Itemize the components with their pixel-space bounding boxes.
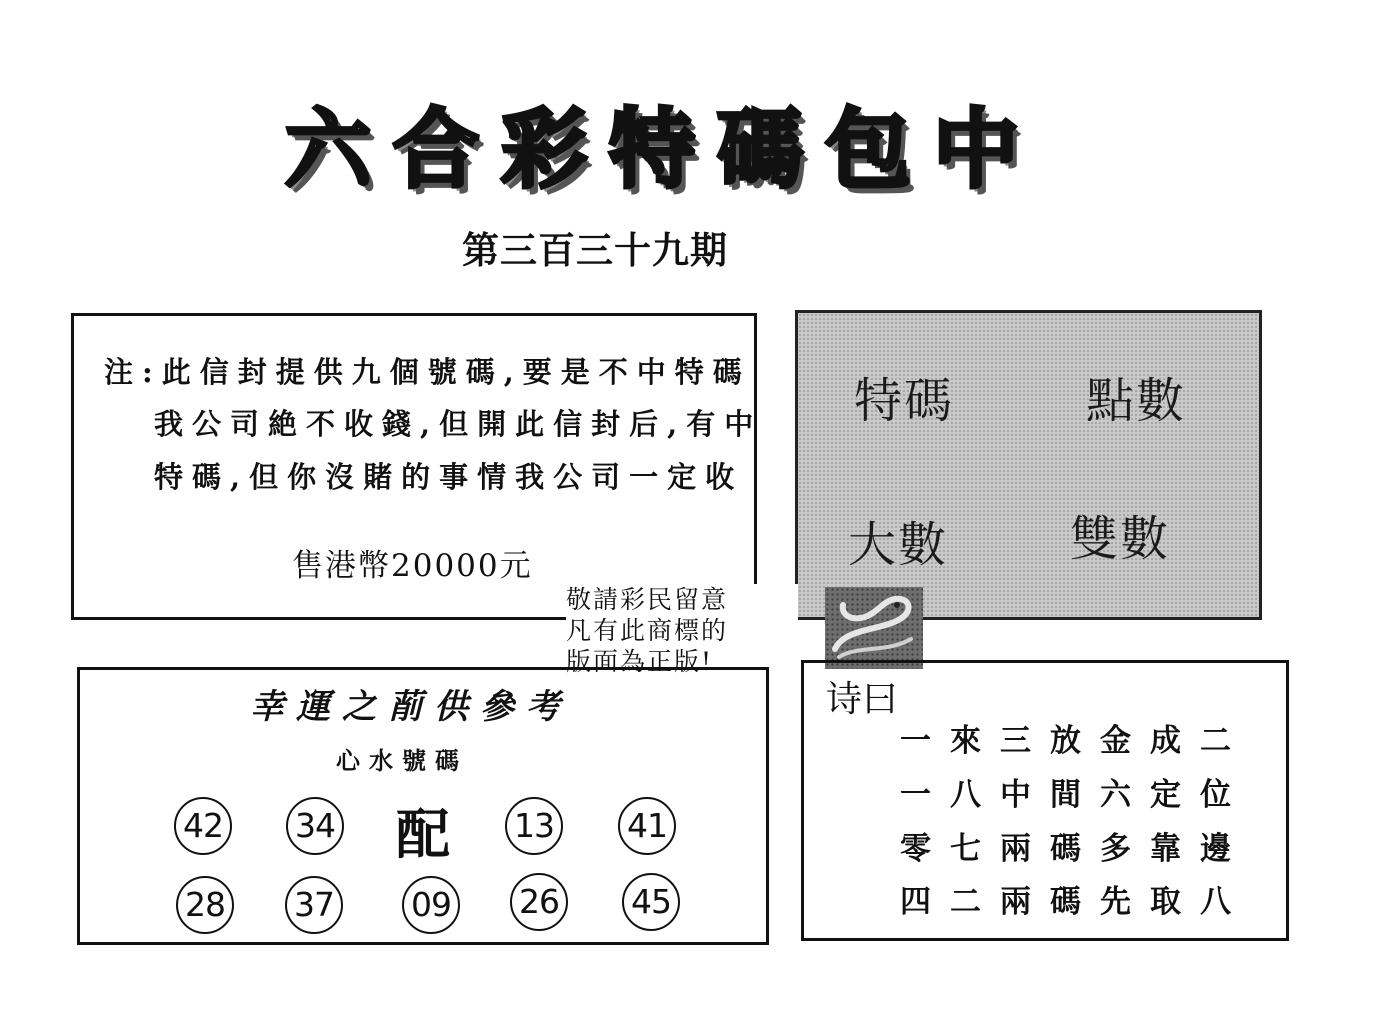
poem-line: 一來三放金成二 <box>900 723 1250 759</box>
category-points: 點數 <box>1086 373 1187 429</box>
number-ball: 09 <box>402 876 460 934</box>
number-ball: 41 <box>618 797 676 855</box>
notice-line: 我公司絶不收錢,但開此信封后,有中 <box>154 407 763 441</box>
poem-box <box>801 660 1289 941</box>
notice-box <box>71 313 763 620</box>
notice-price: 售港幣20000元 <box>292 548 533 584</box>
category-even-number: 雙數 <box>1070 511 1171 567</box>
number-ball: 45 <box>622 873 680 931</box>
lucky-heading: 幸運之萷供參考 <box>250 687 572 727</box>
category-box <box>795 310 1262 620</box>
lucky-subheading: 心水號碼 <box>336 746 468 775</box>
warning-line: 凡有此商標的 <box>566 616 729 645</box>
number-ball: 34 <box>286 797 344 855</box>
number-ball: 42 <box>174 797 232 855</box>
category-special-number: 特碼 <box>854 373 955 429</box>
trademark-logo <box>825 587 923 669</box>
number-ball: 26 <box>510 873 568 931</box>
number-ball: 37 <box>285 876 343 934</box>
category-big-number: 大數 <box>848 517 949 573</box>
notice-line: 注:此信封提供九個號碼,要是不中特碼 <box>104 355 751 389</box>
number-ball: 13 <box>505 797 563 855</box>
poem-line: 一八中間六定位 <box>900 777 1250 813</box>
poem-label: 诗曰 <box>826 677 898 723</box>
warning-line: 版面為正版! <box>566 647 714 676</box>
pair-label: 配 <box>396 802 450 866</box>
lucky-numbers-box <box>77 667 769 945</box>
poem-line: 零七兩碼多靠邊 <box>900 831 1250 867</box>
poem-line: 四二兩碼先取八 <box>900 884 1250 920</box>
warning-line: 敬請彩民留意 <box>566 585 729 614</box>
snake-logo-icon <box>825 587 923 669</box>
notice-line: 特碼,但你沒賭的事情我公司一定收 <box>154 460 744 494</box>
number-ball: 28 <box>176 876 234 934</box>
page-title: 六合彩特碼包中 <box>285 99 1041 200</box>
issue-number: 第三百三十九期 <box>462 229 728 272</box>
warning-note <box>566 584 798 677</box>
